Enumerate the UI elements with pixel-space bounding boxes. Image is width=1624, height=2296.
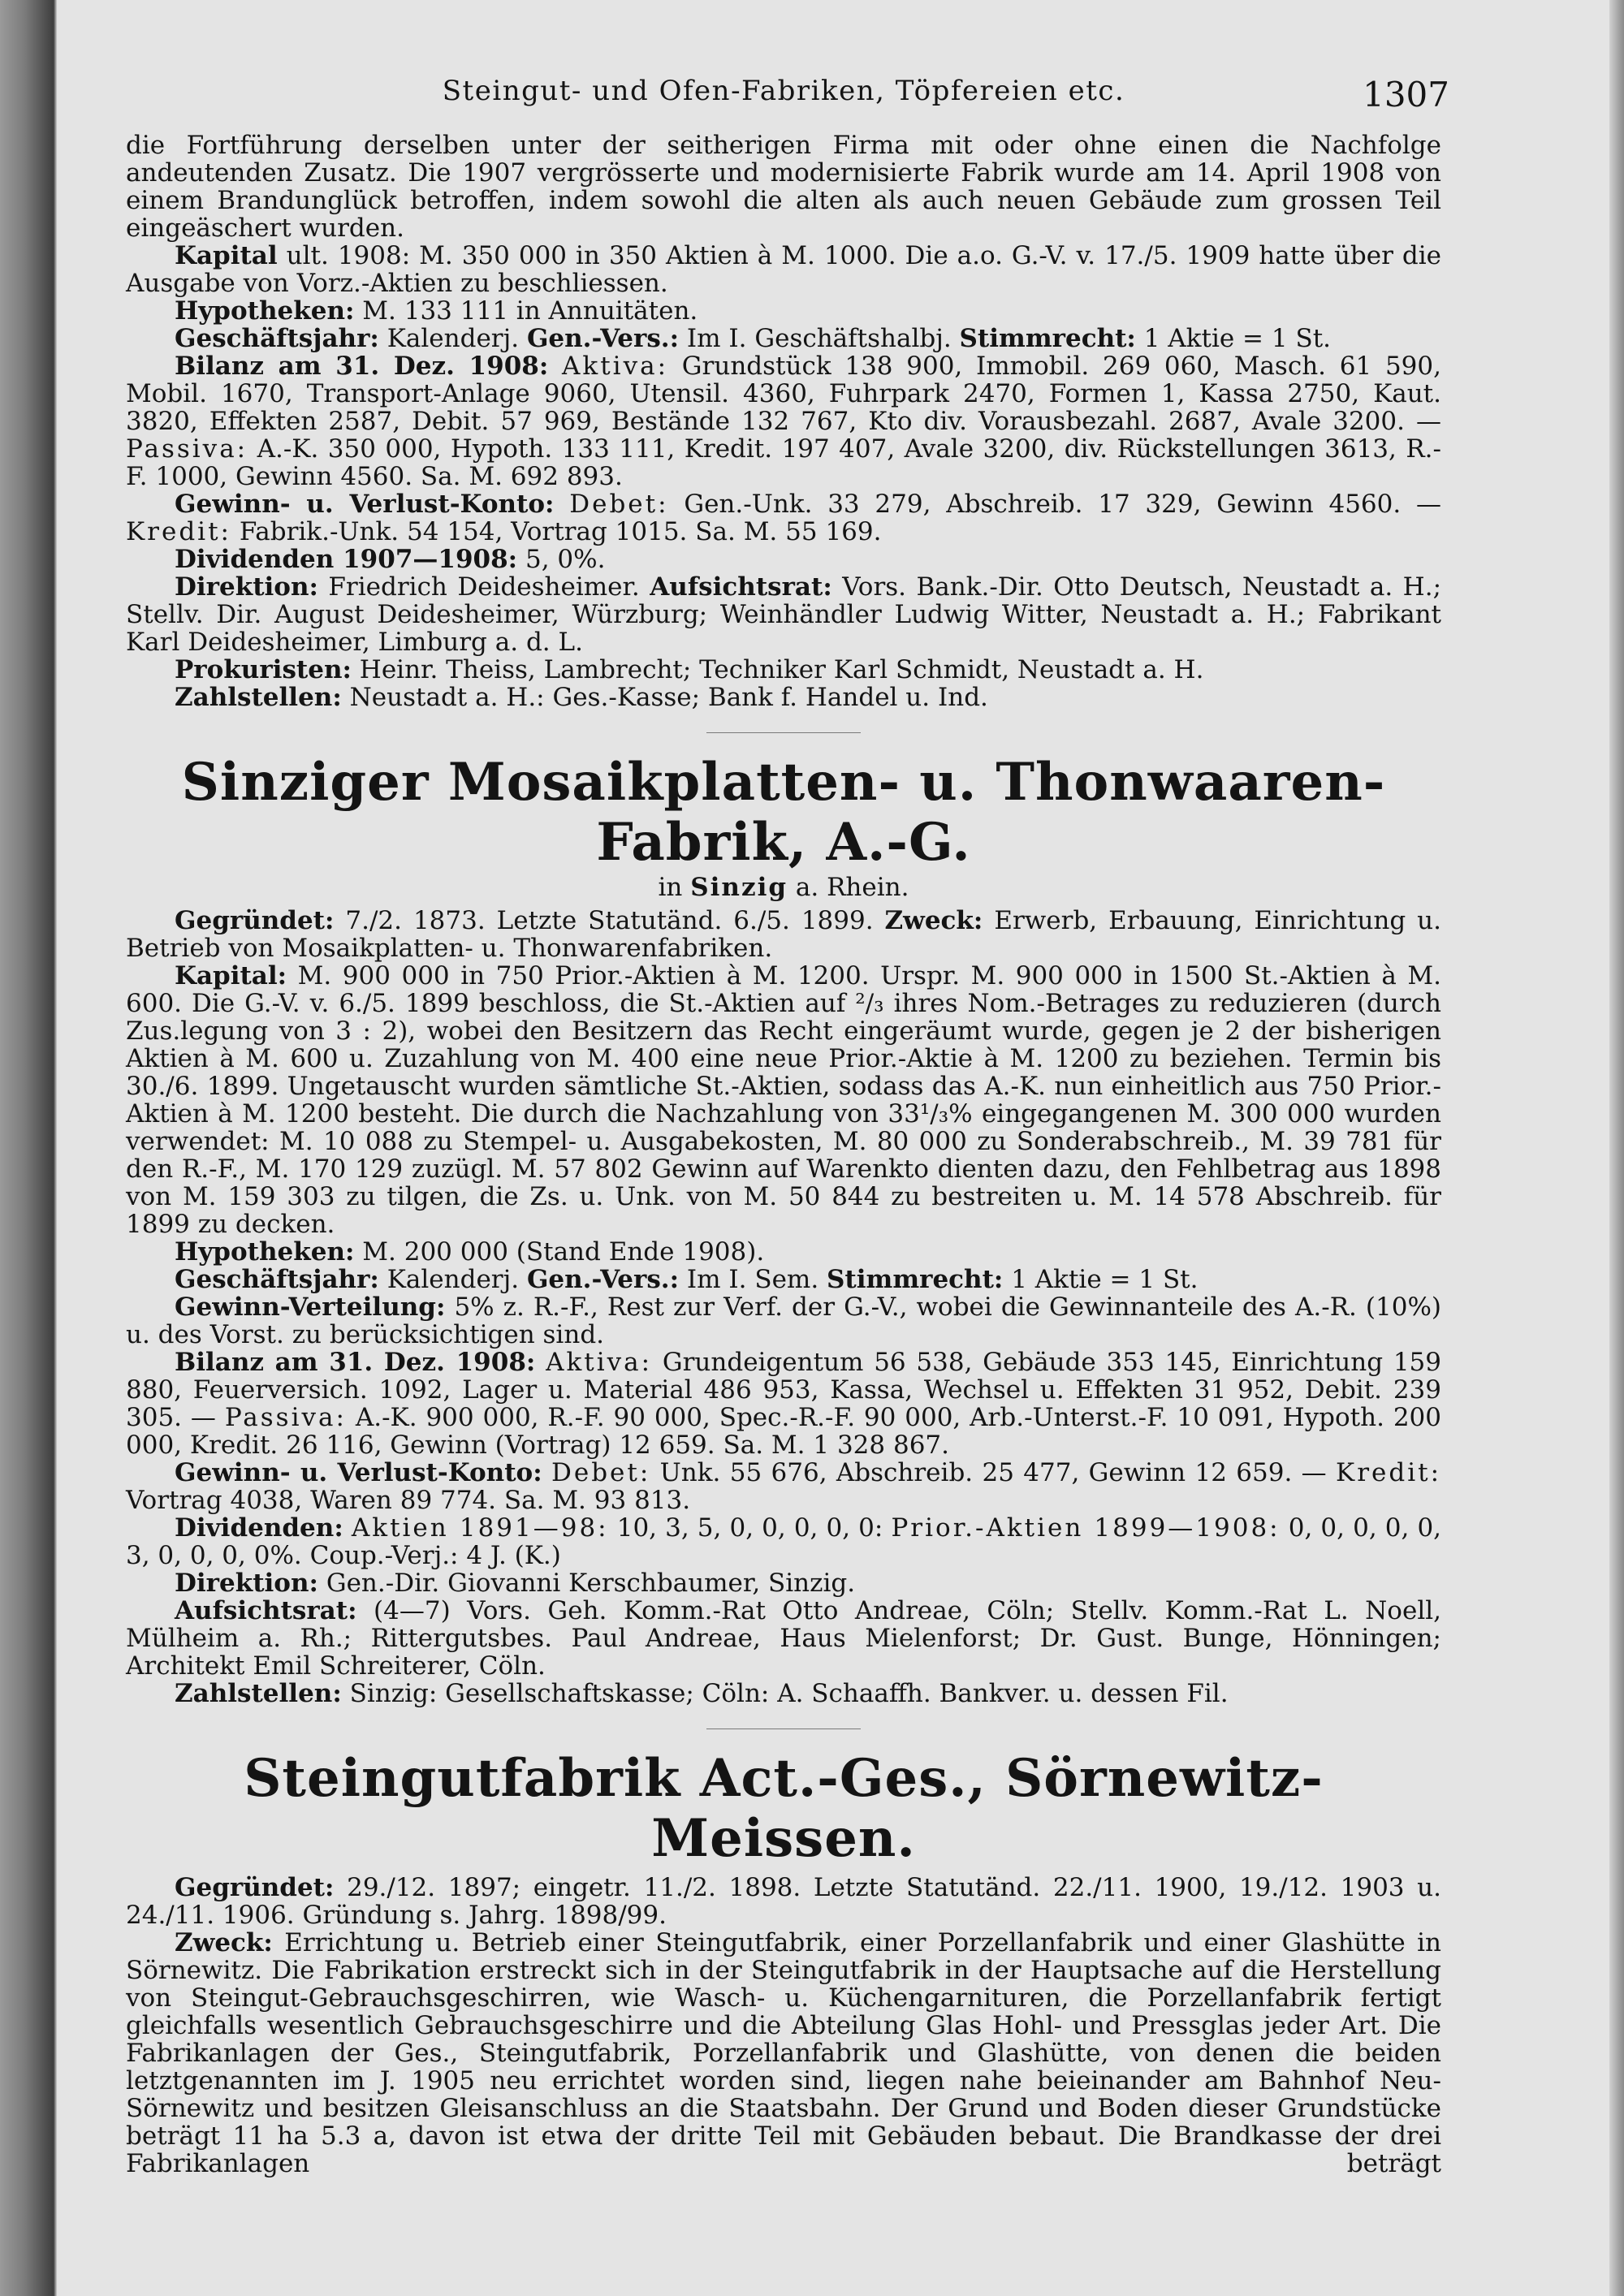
aufsichtsrat-label: Aufsichtsrat:: [650, 572, 832, 602]
gewinn-verteilung-label: Gewinn-Verteilung:: [175, 1293, 446, 1322]
location-suffix: a. Rhein.: [795, 873, 909, 902]
passiva-label: Passiva:: [126, 434, 248, 464]
direktion-text: Gen.-Dir. Giovanni Kerschbaumer, Sinzig.: [326, 1569, 856, 1598]
gen-vers-label: Gen.-Vers.:: [526, 324, 680, 353]
dividenden-prior-values: 0, 0, 0, 0, 0, 3, 0, 0, 0, 0%. Coup.-Verj.: 4 J. (K.): [126, 1513, 1442, 1570]
direktion-label: Direktion:: [175, 572, 318, 602]
hypotheken-paragraph: [126, 1238, 1441, 1266]
running-head: [126, 75, 1449, 132]
dividenden-aktien-label: Aktien 1891—98:: [351, 1513, 609, 1543]
geschaeftsjahr-text: Kalenderj.: [387, 1265, 520, 1294]
kredit-label: Kredit:: [126, 517, 231, 546]
page-number: 1307: [1363, 75, 1449, 114]
zweck-paragraph: [126, 1929, 1441, 2177]
location-town: Sinzig: [690, 873, 788, 902]
prokuristen-text: Heinr. Theiss, Lambrecht; Techniker Karl Schmidt, Neustadt a. H.: [359, 655, 1204, 684]
prokuristen-label: Prokuristen:: [175, 655, 352, 684]
gegruendet-text: 7./2. 1873. Letzte Statutänd. 6./5. 1899.: [345, 906, 874, 935]
company-name: Sinziger Mosaikplatten- u. Thonwaaren-Fabrik, A.-G.: [181, 752, 1386, 873]
kredit-label: Kredit:: [1336, 1458, 1442, 1487]
dividenden-paragraph: [126, 1514, 1441, 1569]
bilanz-paragraph: [126, 352, 1441, 490]
passiva-text: A.-K. 900 000, R.-F. 90 000, Spec.-R.-F. 90 000, Arb.-Unterst.-F. 10 091, Hypoth. 200 000, Kredit. 26 116, Gewinn (Vortrag) 12 659. Sa. M. 1 328 867.: [126, 1403, 1441, 1460]
stimmrecht-label: Stimmrecht:: [827, 1265, 1004, 1294]
direktion-paragraph: [126, 573, 1441, 656]
guv-label: Gewinn- u. Verlust-Konto:: [175, 1458, 542, 1487]
dividenden-label: Dividenden 1907—1908:: [175, 545, 518, 574]
gegruendet-paragraph: [126, 1874, 1441, 1929]
kapital-paragraph: [126, 242, 1441, 297]
aktiva-text: Grundstück 138 900, Immobil. 269 060, Masch. 61 590, Mobil. 1670, Transport-Anlage 9060, Utensil. 4360, Fuhrpark 2470, Formen 1, Kassa 2750, Kaut. 3820, Effekten 2587, Debit. 57 969, Bestände 132 767, Kto div. Vorausbezahl. 2687, Avale 3200. —: [126, 352, 1441, 436]
geschaeftsjahr-paragraph: [126, 1266, 1441, 1293]
entry-divider: [706, 732, 861, 733]
passiva-label: Passiva:: [224, 1403, 347, 1432]
gewinn-verteilung-text: 5% z. R.-F., Rest zur Verf. der G.-V., wobei die Gewinnanteile des A.-R. (10%) u. des Vorst. zu berücksichtigen sind.: [126, 1293, 1442, 1349]
debet-text: Unk. 55 676, Abschreib. 25 477, Gewinn 12 659. —: [659, 1458, 1327, 1487]
hypotheken-text: M. 133 111 in Annuitäten.: [362, 296, 698, 326]
entry-divider: [706, 1728, 861, 1729]
aktiva-label: Aktiva:: [546, 1348, 653, 1377]
aufsichtsrat-text: (4—7) Vors. Geh. Komm.-Rat Otto Andreae, Cöln; Stellv. Komm.-Rat L. Noell, Mülheim a. Rh.; Rittergutsbes. Paul Andreae, Haus Mielenforst; Dr. Gust. Bunge, Hönningen; Architekt Emil Schreiterer, Cöln.: [126, 1596, 1442, 1681]
gegruendet-text: 29./12. 1897; eingetr. 11./2. 1898. Letzte Statutänd. 22./11. 1900, 19./12. 1903 u. 24./11. 1906. Gründung s. Jahrg. 1898/99.: [126, 1873, 1441, 1930]
kapital-text: M. 900 000 in 750 Prior.-Aktien à M. 1200. Urspr. M. 900 000 in 1500 St.-Aktien à M. 600. Die G.-V. v. 6./5. 1899 beschloss, die St.-Aktien auf ²/₃ ihres Nom.-Betrages zu reduzieren (durch Zus.legung von 3 : 2), wobei den Besitzern das Recht eingeräumt wurde, gegen je 2 der bisherigen Aktien à M. 600 u. Zuzahlung von M. 400 eine neue Prior.-Aktie à M. 1200 zu beziehen. Termin bis 30./6. 1899. Ungetauscht wurden sämtliche St.-Aktien, sodass das A.-K. nun einheitlich aus 750 Prior.-Aktien à M. 1200 besteht. Die durch die Nachzahlung von 33¹/₃% eingegangenen M. 300 000 wurden verwendet: M. 10 088 zu Stempel- u. Ausgabekosten, M. 80 000 zu Sonderabschreib., M. 39 781 für den R.-F., M. 170 129 zuzügl. M. 57 802 Gewinn auf Warenkto dienten dazu, den Fehlbetrag aus 1898 von M. 159 303 zu tilgen, die Zs. u. Unk. von M. 50 844 zu bestreiten u. M. 14 578 Abschreib. für 1899 zu decken.: [126, 961, 1442, 1239]
entry-continuation: [126, 132, 1441, 711]
dividenden-paragraph: [126, 546, 1441, 573]
location-prefix: in: [658, 873, 683, 902]
zweck-label: Zweck:: [175, 1928, 273, 1957]
gen-vers-text: Im I. Geschäftshalbj.: [686, 324, 952, 353]
stimmrecht-label: Stimmrecht:: [959, 324, 1136, 353]
zahlstellen-label: Zahlstellen:: [175, 1679, 342, 1708]
aufsichtsrat-label: Aufsichtsrat:: [175, 1596, 357, 1625]
direktion-paragraph: [126, 1569, 1441, 1597]
kapital-paragraph: [126, 962, 1441, 1238]
gegruendet-label: Gegründet:: [175, 906, 335, 935]
direktion-label: Direktion:: [175, 1569, 318, 1598]
company-location: [126, 873, 1441, 902]
aktiva-text: Grundeigentum 56 538, Gebäude 353 145, Einrichtung 159 880, Feuerversich. 1092, Lager u. Material 486 953, Kassa, Wechsel u. Effekten 31 952, Debit. 239 305. —: [126, 1348, 1441, 1432]
page-edge-shadow: [1609, 0, 1624, 2296]
geschaeftsjahr-label: Geschäftsjahr:: [175, 324, 379, 353]
hypotheken-paragraph: [126, 297, 1441, 325]
gen-vers-text: Im I. Sem.: [686, 1265, 819, 1294]
debet-label: Debet:: [551, 1458, 651, 1487]
aktiva-label: Aktiva:: [562, 352, 669, 381]
geschaeftsjahr-text: Kalenderj.: [387, 324, 520, 353]
zweck-label: Zweck:: [884, 906, 983, 935]
kredit-text: Fabrik.-Unk. 54 154, Vortrag 1015. Sa. M. 55 169.: [239, 517, 882, 546]
dividenden-text: 5, 0%.: [525, 545, 606, 574]
prokuristen-paragraph: [126, 656, 1441, 684]
gewinn-verteilung-paragraph: [126, 1293, 1441, 1349]
kapital-text: ult. 1908: M. 350 000 in 350 Aktien à M. 1000. Die a.o. G.-V. v. 17./5. 1909 hatte über die Ausgabe von Vorz.-Aktien zu beschliessen.: [126, 241, 1441, 298]
bilanz-paragraph: [126, 1349, 1441, 1459]
geschaeftsjahr-paragraph: [126, 325, 1441, 352]
bilanz-label: Bilanz am 31. Dez. 1908:: [175, 1348, 536, 1377]
gen-vers-label: Gen.-Vers.:: [526, 1265, 680, 1294]
zweck-text: Errichtung u. Betrieb einer Steingutfabrik, einer Porzellanfabrik und einer Glashütte in Sörnewitz. Die Fabrikation erstreckt sich in der Steingutfabrik in der Hauptsache auf die Herstellung von Steingut-Gebrauchsgeschirren, wie Wasch- u. Küchengarnituren, die Porzellanfabrik fertigt gleichfalls wesentlich Gebrauchsgeschirre und die Abteilung Glas Hohl- und Pressglas jeder Art. Die Fabrikanlagen der Ges., Steingutfabrik, Porzellanfabrik und Glashütte, von denen die beiden letztgenannten im J. 1905 neu errichtet worden sind, liegen nahe beieinander am Bahnhof Neu-Sörnewitz und besitzen Gleisanschluss an die Staatsbahn. Der Grund und Boden dieser Grundstücke beträgt 11 ha 5.3 a, davon ist etwa der dritte Teil mit Gebäuden bebaut. Die Brandkasse der drei Fabrikanlagen beträgt: [126, 1928, 1441, 2178]
hypotheken-text: M. 200 000 (Stand Ende 1908).: [362, 1237, 765, 1267]
entry-sinzig: [126, 753, 1441, 1707]
hypotheken-label: Hypotheken:: [175, 296, 355, 326]
hypotheken-label: Hypotheken:: [175, 1237, 355, 1267]
intro-paragraph: die Fortführung derselben unter der seitherigen Firma mit oder ohne einen die Nachfolge andeutenden Zusatz. Die 1907 vergrösserte und modernisierte Fabrik wurde am 14. April 1908 von einem Brandunglück betroffen, indem sowohl die alten als auch neuen Gebäude zum grossen Teil eingeäschert wurden.: [126, 131, 1441, 243]
passiva-text: A.-K. 350 000, Hypoth. 133 111, Kredit. 197 407, Avale 3200, div. Rückstellungen 3613, R.-F. 1000, Gewinn 4560. Sa. M. 692 893.: [126, 434, 1441, 491]
kapital-label: Kapital: [175, 241, 278, 270]
gegruendet-label: Gegründet:: [175, 1873, 335, 1902]
zahlstellen-paragraph: [126, 1680, 1441, 1707]
running-title: Steingut- und Ofen-Fabriken, Töpfereien etc.: [442, 75, 1125, 107]
zweck-text: Erwerb, Erbauung, Einrichtung u. Betrieb von Mosaikplatten- u. Thonwarenfabriken.: [126, 906, 1441, 963]
direktion-text: Friedrich Deidesheimer.: [328, 572, 640, 602]
guv-label: Gewinn- u. Verlust-Konto:: [175, 490, 555, 519]
zahlstellen-text: Sinzig: Gesellschaftskasse; Cöln: A. Schaaffh. Bankver. u. dessen Fil.: [349, 1679, 1229, 1708]
page-content: [126, 75, 1449, 2178]
dividenden-prior-label: Prior.-Aktien 1899—1908:: [891, 1513, 1281, 1543]
debet-text: Gen.-Unk. 33 279, Abschreib. 17 329, Gewinn 4560. —: [684, 490, 1441, 519]
book-binding-shadow: [0, 0, 57, 2296]
zahlstellen-text: Neustadt a. H.: Ges.-Kasse; Bank f. Handel u. Ind.: [349, 683, 988, 712]
zahlstellen-label: Zahlstellen:: [175, 683, 342, 712]
stimmrecht-text: 1 Aktie = 1 St.: [1143, 324, 1332, 353]
bilanz-label: Bilanz am 31. Dez. 1908:: [175, 352, 549, 381]
geschaeftsjahr-label: Geschäftsjahr:: [175, 1265, 379, 1294]
kapital-label: Kapital:: [175, 961, 287, 990]
aufsichtsrat-text: Vors. Bank.-Dir. Otto Deutsch, Neustadt a. H.; Stellv. Dir. August Deidesheimer, Würzburg; Weinhändler Ludwig Witter, Neustadt a. H.; Fabrikant Karl Deidesheimer, Limburg a. d. L.: [126, 572, 1442, 657]
gegruendet-paragraph: [126, 907, 1441, 962]
aufsichtsrat-paragraph: [126, 1597, 1441, 1680]
stimmrecht-text: 1 Aktie = 1 St.: [1011, 1265, 1199, 1294]
dividenden-label: Dividenden:: [175, 1513, 343, 1543]
zahlstellen-paragraph: [126, 684, 1441, 711]
guv-paragraph: [126, 1459, 1441, 1514]
guv-paragraph: [126, 490, 1441, 546]
company-name: Steingutfabrik Act.-Ges., Sörnewitz-Meissen.: [244, 1748, 1324, 1869]
entry-meissen: [126, 1749, 1441, 2177]
debet-label: Debet:: [569, 490, 669, 519]
kredit-text: Vortrag 4038, Waren 89 774. Sa. M. 93 813.: [126, 1486, 691, 1515]
dividenden-aktien-values: 10, 3, 5, 0, 0, 0, 0, 0:: [616, 1513, 883, 1543]
